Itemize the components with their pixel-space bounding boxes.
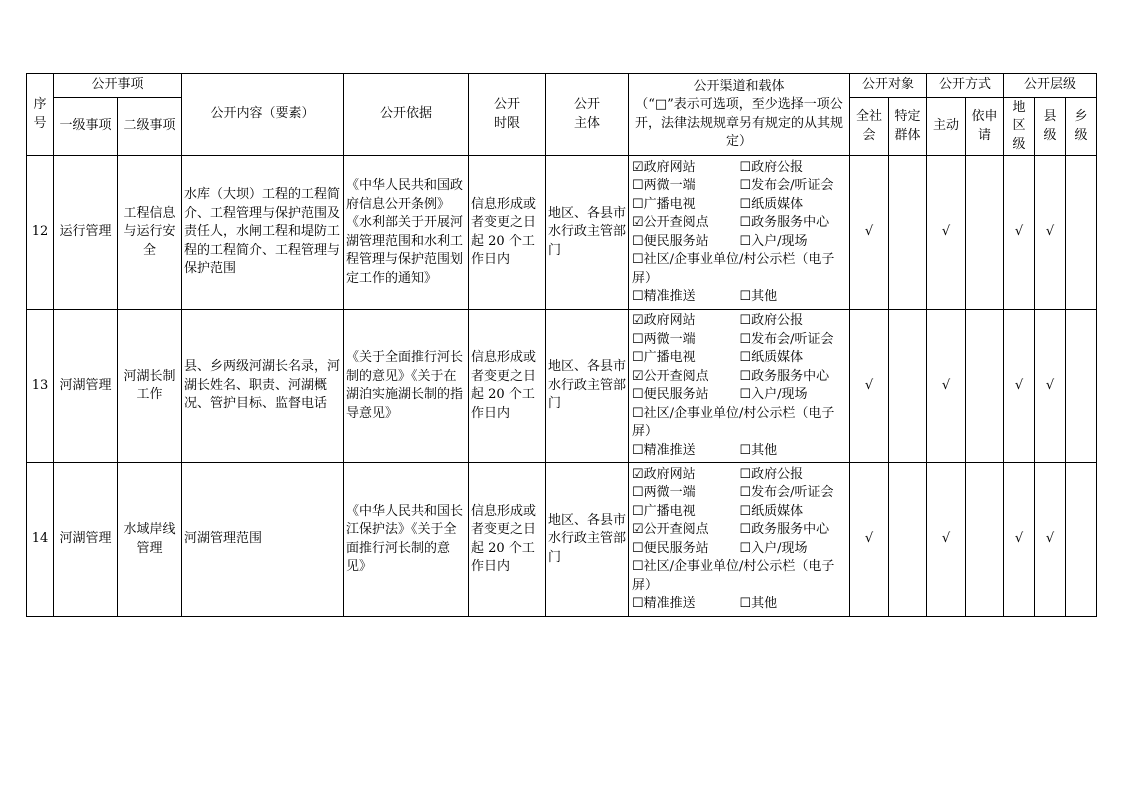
row-mode-active: √ <box>927 156 966 310</box>
row-level2: 工程信息与运行安全 <box>118 156 182 310</box>
channel-bulletin: ☐社区/企事业单位/村公示栏（电子屏） <box>632 252 835 286</box>
header-channels-title: 公开渠道和载体 <box>693 78 785 94</box>
row-channels <box>629 463 850 617</box>
row-target-specific <box>889 310 927 463</box>
row-time-limit: 信息形成或者变更之日起 20 个工作日内 <box>469 156 546 310</box>
channel-broadcast-tv: ☐广播电视 <box>632 503 696 519</box>
channel-gov-gazette: ☐政府公报 <box>739 466 804 482</box>
header-mode-request: 依申请 <box>966 98 1004 156</box>
header-channels-note: （“□”表示可选项，至少选择一项公开，法律法规规章另有规定的从其规定） <box>635 97 844 149</box>
row-level-county: √ <box>1035 156 1066 310</box>
table-row <box>27 310 1097 463</box>
row-target-specific <box>889 156 927 310</box>
row-target-all: √ <box>850 463 889 617</box>
row-content: 河湖管理范围 <box>182 463 344 617</box>
header-level-county: 县级 <box>1035 98 1066 156</box>
row-no: 14 <box>27 463 54 617</box>
channel-gov-website: ☑政府网站 <box>632 466 696 482</box>
header-row-1 <box>27 74 1097 98</box>
channel-door-onsite: ☐入户/现场 <box>739 233 808 249</box>
row-basis: 《中华人民共和国长江保护法》《关于全面推行河长制的意见》 <box>344 463 469 617</box>
channel-service-center: ☐政务服务中心 <box>739 215 830 230</box>
row-mode-request <box>966 463 1004 617</box>
channel-gov-website: ☑政府网站 <box>632 313 696 328</box>
channel-bulletin: ☐社区/企事业单位/村公示栏（电子屏） <box>632 559 835 593</box>
row-content: 水库（大坝）工程的工程简介、工程管理与保护范围及责任人，水闸工程和堤防工程的工程简介、工程管理与保护范围 <box>182 156 344 310</box>
header-mode: 公开方式 <box>927 74 1004 98</box>
header-target-specific: 特定群体 <box>889 98 927 156</box>
row-channels <box>629 310 850 463</box>
header-channels <box>629 74 850 156</box>
row-basis: 《中华人民共和国政府信息公开条例》《水利部关于开展河湖管理范围和水利工程管理与保护范围划定工作的通知》 <box>344 156 469 310</box>
row-target-all: √ <box>850 310 889 463</box>
row-no: 12 <box>27 156 54 310</box>
channel-service-station: ☐便民服务站 <box>632 540 709 556</box>
table-row <box>27 463 1097 617</box>
channel-two-micro: ☐两微一端 <box>632 178 696 193</box>
disclosure-table <box>26 73 1097 617</box>
header-subject: 公开主体 <box>546 74 629 156</box>
channel-reading-point: ☑公开查阅点 <box>632 522 709 537</box>
channel-service-station: ☐便民服务站 <box>632 233 709 249</box>
channel-two-micro: ☐两微一端 <box>632 331 696 347</box>
row-subject: 地区、各县市水行政主管部门 <box>546 310 629 463</box>
channel-broadcast-tv: ☐广播电视 <box>632 196 696 212</box>
channel-broadcast-tv: ☐广播电视 <box>632 350 696 365</box>
channel-other: ☐其他 <box>739 442 778 458</box>
channel-gov-gazette: ☐政府公报 <box>739 313 804 328</box>
channel-paper-media: ☐纸质媒体 <box>739 350 804 365</box>
channel-gov-website: ☑政府网站 <box>632 159 696 175</box>
header-level1: 一级事项 <box>54 98 118 156</box>
row-level1: 河湖管理 <box>54 310 118 463</box>
channel-door-onsite: ☐入户/现场 <box>739 540 808 556</box>
row-mode-active: √ <box>927 310 966 463</box>
channel-push: ☐精准推送 <box>632 596 696 611</box>
header-level-township: 乡级 <box>1066 98 1097 156</box>
row-mode-request <box>966 156 1004 310</box>
table-row <box>27 156 1097 310</box>
header-level2: 二级事项 <box>118 98 182 156</box>
row-basis: 《关于全面推行河长制的意见》《关于在湖泊实施湖长制的指导意见》 <box>344 310 469 463</box>
channel-push: ☐精准推送 <box>632 289 696 304</box>
row-target-all: √ <box>850 156 889 310</box>
row-level-township <box>1066 156 1097 310</box>
row-no: 13 <box>27 310 54 463</box>
channel-paper-media: ☐纸质媒体 <box>739 503 804 519</box>
row-level1: 运行管理 <box>54 156 118 310</box>
header-mode-active: 主动 <box>927 98 966 156</box>
header-level: 公开层级 <box>1004 74 1097 98</box>
row-level-county: √ <box>1035 310 1066 463</box>
channel-two-micro: ☐两微一端 <box>632 485 696 500</box>
row-level-county: √ <box>1035 463 1066 617</box>
channel-reading-point: ☑公开查阅点 <box>632 368 709 384</box>
header-seq: 序号 <box>27 74 54 156</box>
row-level-region: √ <box>1004 156 1035 310</box>
header-target: 公开对象 <box>850 74 927 98</box>
row-subject: 地区、各县市水行政主管部门 <box>546 156 629 310</box>
channel-door-onsite: ☐入户/现场 <box>739 387 808 402</box>
channel-press-hearing: ☐发布会/听证会 <box>739 178 834 193</box>
channel-paper-media: ☐纸质媒体 <box>739 196 804 212</box>
channel-other: ☐其他 <box>739 596 778 611</box>
header-target-all: 全社会 <box>850 98 889 156</box>
row-target-specific <box>889 463 927 617</box>
header-level-region: 地区级 <box>1004 98 1035 156</box>
row-level-region: √ <box>1004 310 1035 463</box>
channel-service-station: ☐便民服务站 <box>632 387 709 402</box>
header-matters: 公开事项 <box>54 74 182 98</box>
row-mode-request <box>966 310 1004 463</box>
channel-service-center: ☐政务服务中心 <box>739 522 830 537</box>
channel-reading-point: ☑公开查阅点 <box>632 215 709 230</box>
channel-push: ☐精准推送 <box>632 442 696 458</box>
channel-press-hearing: ☐发布会/听证会 <box>739 331 834 347</box>
row-mode-active: √ <box>927 463 966 617</box>
row-time-limit: 信息形成或者变更之日起 20 个工作日内 <box>469 310 546 463</box>
row-content: 县、乡两级河湖长名录，河湖长姓名、职责、河湖概况、管护目标、监督电话 <box>182 310 344 463</box>
row-level2: 河湖长制工作 <box>118 310 182 463</box>
row-level-township <box>1066 463 1097 617</box>
row-level2: 水域岸线管理 <box>118 463 182 617</box>
channel-bulletin: ☐社区/企事业单位/村公示栏（电子屏） <box>632 405 835 439</box>
channel-service-center: ☐政务服务中心 <box>739 368 830 384</box>
row-channels <box>629 156 850 310</box>
header-basis: 公开依据 <box>344 74 469 156</box>
header-content: 公开内容（要素） <box>182 74 344 156</box>
row-level-township <box>1066 310 1097 463</box>
channel-other: ☐其他 <box>739 289 778 304</box>
row-time-limit: 信息形成或者变更之日起 20 个工作日内 <box>469 463 546 617</box>
row-subject: 地区、各县市水行政主管部门 <box>546 463 629 617</box>
row-level1: 河湖管理 <box>54 463 118 617</box>
channel-gov-gazette: ☐政府公报 <box>739 159 804 175</box>
header-time-limit: 公开时限 <box>469 74 546 156</box>
channel-press-hearing: ☐发布会/听证会 <box>739 485 834 500</box>
row-level-region: √ <box>1004 463 1035 617</box>
